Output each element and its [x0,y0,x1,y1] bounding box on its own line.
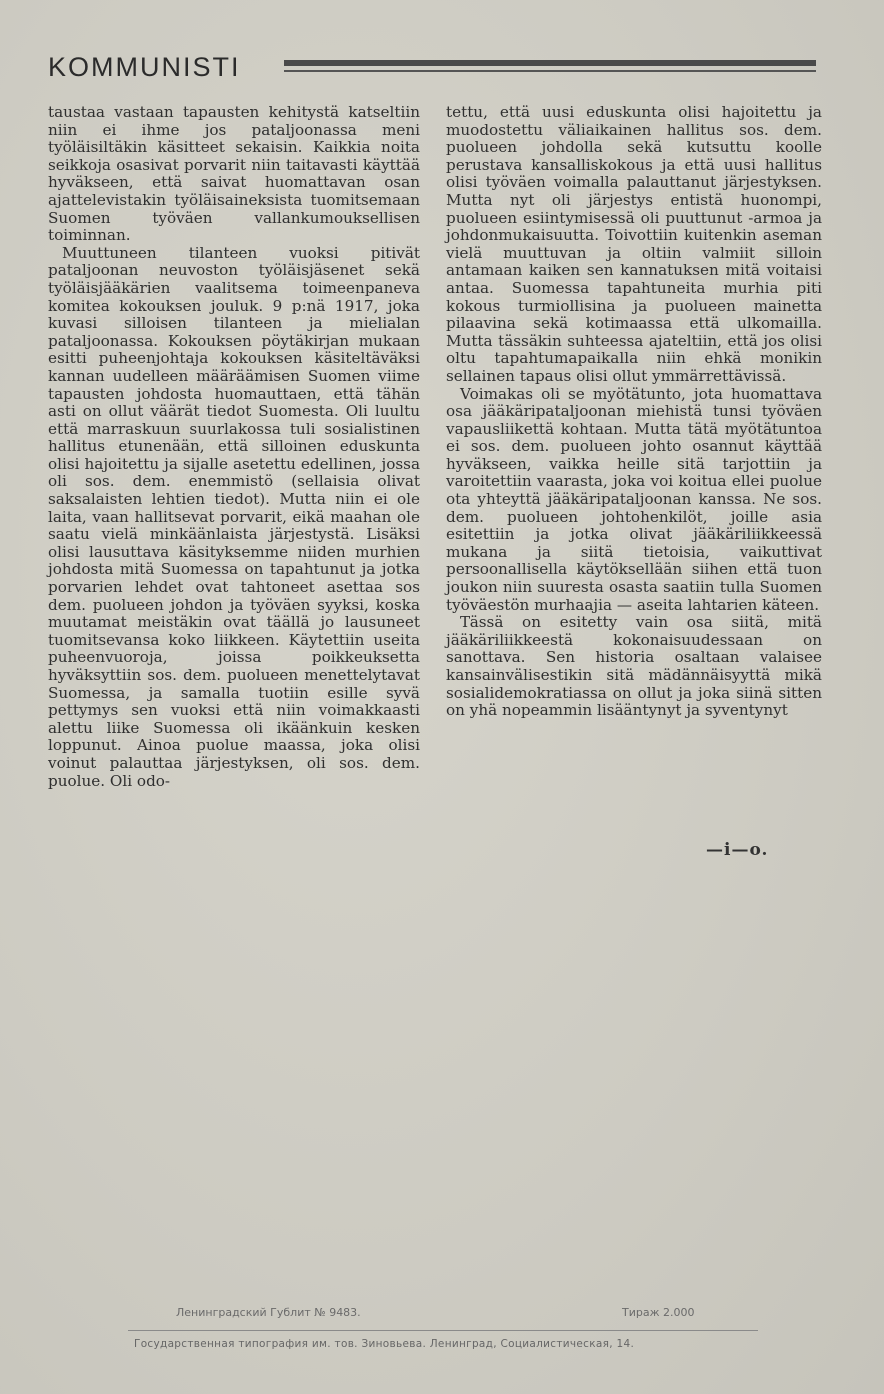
header-rule-thick [284,60,816,66]
paragraph: Muuttuneen tilanteen vuoksi pitivät pataljoonan neuvoston työläisjäsenet sekä työläisjääkärien vaalitsema toimeenpaneva komitea kokouksen jouluk. 9 p:nä 1917, joka kuvasi silloisen tilanteen ja mielialan pataljoonassa. Kokouksen pöytäkirjan mukaan esitti puheenjohtaja kokouksen käsiteltäväksi kannan uudelleen määräämisen Suomen viime tapausten johdosta huomauttaen, että tähän asti on ollut väärät tiedot Suomesta. Oli luultu että marraskuun suurlakossa tuli sosialistinen hallitus etunenään, että silloinen eduskunta olisi hajoitettu ja sijalle asetettu edellinen, jossa oli sos. dem. enemmistö (sellaisia olivat saksalaisten lehtien tiedot). Mutta niin ei ole laita, vaan hallitsevat porvarit, eikä maahan ole saatu vielä minkäänlaista järjestystä. Lisäksi olisi lausuttava käsityksemme niiden murhien johdosta mitä Suomessa on tapahtunut ja jotka porvarien lehdet ovat tahtoneet asettaa sos dem. puolueen johdon ja työväen syyksi, koska muutamat meistäkin ovat täällä jo lausuneet tuomitsevansa koko liikkeen. Käytettiin useita puheenvuoroja, joissa poikkeuksetta hyväksyttiin sos. dem. puolueen menettelytavat Suomessa, ja samalla tuotiin esille syvä pettymys sen vuoksi että niin voimakkaasti alettu liike Suomessa oli ikäänkuin kesken loppunut. Ainoa puolue maassa, joka olisi voinut palauttaa järjestyksen, oli sos. dem. puolue. Oli odo- [48,243,420,790]
print-run: Тираж 2.000 [622,1306,695,1319]
printer-line: Государственная типография им. тов. Зиновьева. Ленинград, Социалистическая, 14. [134,1338,635,1350]
paragraph: Tässä on esitetty vain osa siitä, mitä jääkäriliikkeestä kokonaisuudessaan on sanottava. Sen historia osaltaan valaisee kansainvälisestikin sitä mädännäisyyttä mikä sosialidemokratiassa on ollut ja joka siinä sitten on yhä nopeammin lisääntynyt ja syventynyt [446,613,822,720]
censor-license: Ленинградский Гублит № 9483. [176,1306,361,1319]
header-rule-thin [284,70,816,72]
right-column [446,104,822,720]
masthead-title: KOMMUNISTI [48,52,241,82]
paragraph: Voimakas oli se myötätunto, jota huomattava osa jääkäripataljoonan miehistä tunsi työväen vapausliikettä kohtaan. Mutta tätä myötätuntoa ei sos. dem. puolueen johto osannut käyttää hyväkseen, vaikka heille sitä tarjottiin ja varoitettiin vaarasta, joka voi koitua ellei puolue ota yhteyttä jääkäripataljoonan kanssa. Ne sos. dem. puolueen johtohenkilöt, joille asia esitettiin ja jotka olivat jääkäriliikkeessä mukana ja siitä tietoisia, vaikuttivat persoonallisella käytöksellään siihen että tuon joukon niin suuresta osasta saatiin tulla Suomen työväestön murhaajia — aseita lahtarien käteen. [446,384,822,614]
left-column [48,104,420,790]
imprint-line [0,1306,884,1326]
author-signature: —i—o. [706,840,769,860]
paragraph: taustaa vastaan tapausten kehitystä katseltiin niin ei ihme jos pataljoonassa meni työläisiltäkin käsitteet sekaisin. Kaikkia noita seikkoja osasivat porvarit niin taitavasti käyttää hyväkseen, että saivat huomattavan osan ajattelevistakin työläisaineksista tuomitsemaan Suomen työväen vallankumouksellisen toiminnan. [48,103,420,245]
paragraph: tettu, että uusi eduskunta olisi hajoitettu ja muodostettu väliaikainen hallitus sos. dem. puolueen johdolla sekä kutsuttu koolle perustava kansalliskokous ja että uusi hallitus olisi työväen voimalla palauttanut järjestyksen. Mutta nyt oli järjestys entistä huonompi, puolueen esiintymisessä oli puuttunut -armoa ja johdonmukaisuutta. Toivottiin kuitenkin aseman vielä muuttuvan ja oltiin valmiit silloin antamaan kaiken sen kannatuksen mitä voitaisi antaa. Suomessa tapahtuneita murhia piti kokous turmiollisina ja puolueen mainetta pilaavina sekä kotimaassa että ulkomailla. Mutta tässäkin suhteessa ajateltiin, että jos olisi oltu tapahtumapaikalla niin ehkä monikin sellainen tapaus olisi ollut ymmärrettävissä. [446,103,822,385]
page-header [48,48,820,88]
footer-divider [128,1330,758,1331]
